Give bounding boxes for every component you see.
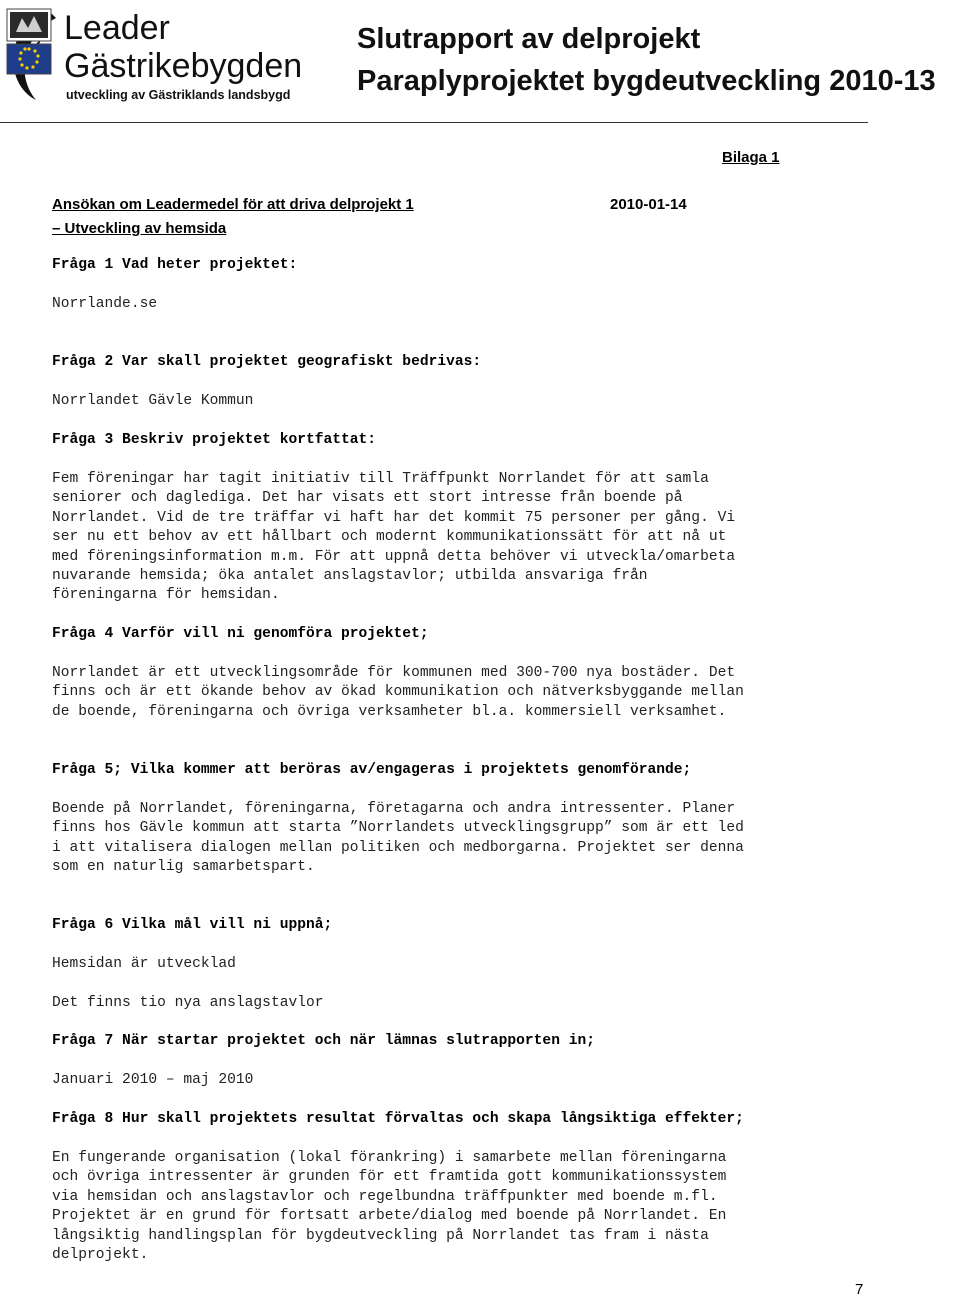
application-title-line1: Ansökan om Leadermedel för att driva delprojekt 1: [52, 196, 414, 213]
question-8: Fråga 8 Hur skall projektets resultat förvaltas och skapa långsiktiga effekter;: [52, 1111, 744, 1127]
page-number: 7: [855, 1281, 864, 1298]
logo-tagline: utveckling av Gästriklands landsbygd: [66, 88, 291, 102]
question-1: Fråga 1 Vad heter projektet:: [52, 257, 298, 273]
question-7: Fråga 7 När startar projektet och när lämnas slutrapporten in;: [52, 1033, 595, 1049]
question-6: Fråga 6 Vilka mål vill ni uppnå;: [52, 917, 333, 933]
question-3: Fråga 3 Beskriv projektet kortfattat:: [52, 432, 377, 448]
answer-5: Boende på Norrlandet, föreningarna, företagarna och andra intressenter. Planer finns hos Gävle kommun att starta ”Norrlandets utvecklingsgrupp” som är ett led i att vitalisera dialogen mellan politiken och medborgarna. Projektet ser denna som en naturlig samarbetspart.: [52, 801, 744, 876]
attachment-label: Bilaga 1: [722, 149, 780, 166]
question-5: Fråga 5; Vilka kommer att beröras av/engageras i projektets genomförande;: [52, 762, 692, 778]
report-title-line2: Paraplyprojektet bygdeutveckling 2010-13: [357, 65, 936, 97]
answer-7: Januari 2010 – maj 2010: [52, 1072, 254, 1088]
logo-name-line1: Leader: [64, 9, 170, 47]
application-date: 2010-01-14: [610, 196, 687, 213]
answer-6-item-2: Det finns tio nya anslagstavlor: [52, 995, 324, 1011]
leader-gastrikebygden-logo: [6, 8, 336, 104]
answer-3: Fem föreningar har tagit initiativ till Träffpunkt Norrlandet för att samla seniorer och daglediga. Det har visats ett stort intresse från boende på Norrlandet. Vid de tre träffar vi haft har det kommit 75 personer per gång. Vi ser nu ett behov av ett hållbart och modernt kommunikationssätt för att nå ut med föreningsinformation m.m. För att uppnå detta behöver vi utveckla/omarbeta nuvarande hemsida; öka antalet anslagstavlor; utbilda ansvariga från föreningarna för hemsidan.: [52, 471, 736, 604]
answer-8: En fungerande organisation (lokal förankring) i samarbete mellan föreningarna och övriga intressenter är grunden för ett framtida gott kommunikationssystem via hemsidan och anslagstavlor och regelbundna träffpunkter med boende m.fl. Projektet är en grund för fortsatt arbete/dialog med boende på Norrlandet. En långsiktig handlingsplan för bygdeutveckling på Norrlandet tas fram i nästa delprojekt.: [52, 1150, 727, 1264]
answer-4: Norrlandet är ett utvecklingsområde för kommunen med 300-700 nya bostäder. Det finns och är ett ökande behov av ökad kommunikation och nätverksbyggande mellan de boende, föreningarna och övriga verksamheter bl.a. kommersiell verksamhet.: [52, 665, 744, 720]
report-title-line1: Slutrapport av delprojekt: [357, 23, 701, 55]
application-title-line2: – Utveckling av hemsida: [52, 220, 227, 237]
application-title: [52, 193, 687, 241]
logo-name-line2: Gästrikebygden: [64, 47, 303, 85]
question-4: Fråga 4 Varför vill ni genomföra projektet;: [52, 626, 429, 642]
answer-6-item-1: Hemsidan är utvecklad: [52, 956, 236, 972]
answer-2: Norrlandet Gävle Kommun: [52, 393, 254, 409]
report-title: [357, 18, 936, 102]
answer-1: Norrlande.se: [52, 296, 158, 312]
question-2: Fråga 2 Var skall projektet geografiskt bedrivas:: [52, 354, 482, 370]
header-divider: [0, 122, 868, 123]
eu-leader-flags-icon: [6, 8, 52, 76]
